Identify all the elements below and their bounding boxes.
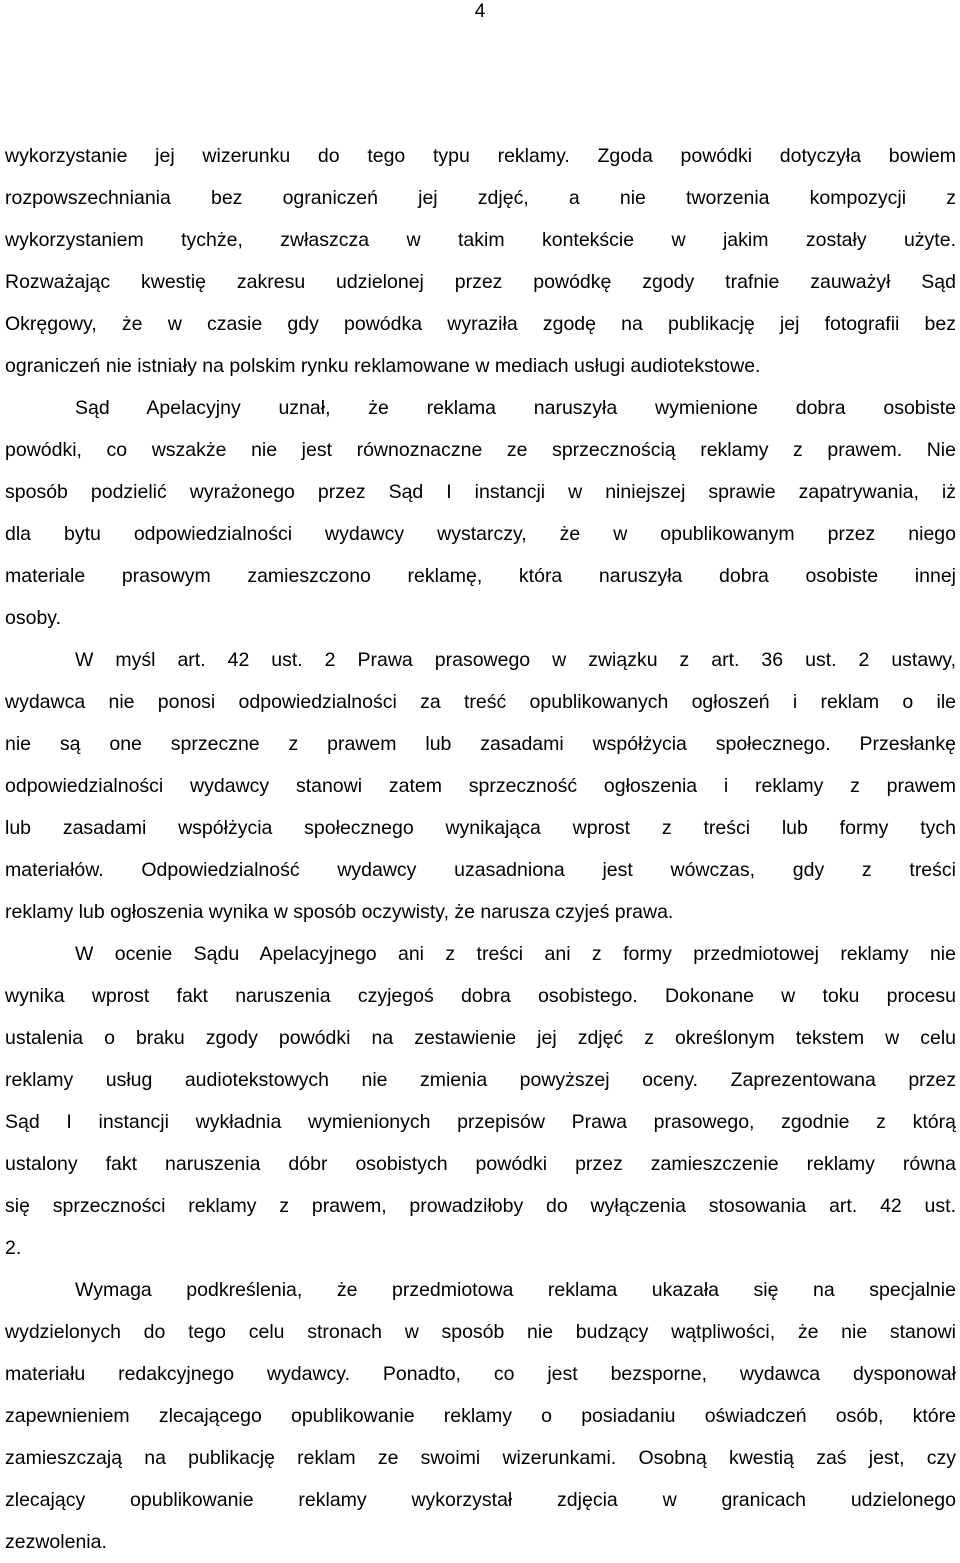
text-line: materiału redakcyjnego wydawcy. Ponadto, co jest bezsporne, wydawca dysponował <box>5 1363 956 1385</box>
text-line: Okręgowy, że w czasie gdy powódka wyraziła zgodę na publikację jej fotografii bez <box>5 313 956 335</box>
text-line: reklamy lub ogłoszenia wynika w sposób oczywisty, że narusza czyjeś prawa. <box>5 901 674 923</box>
text-line: sposób podzielić wyrażonego przez Sąd I instancji w niniejszej sprawie zapatrywania, iż <box>5 481 956 503</box>
text-line: materiałów. Odpowiedzialność wydawcy uzasadniona jest wówczas, gdy z treści <box>5 859 956 881</box>
text-line: Wymaga podkreślenia, że przedmiotowa reklama ukazała się na specjalnie <box>75 1279 956 1301</box>
text-line: powódki, co wszakże nie jest równoznaczne ze sprzecznością reklamy z prawem. Nie <box>5 439 956 461</box>
text-line: odpowiedzialności wydawcy stanowi zatem sprzeczność ogłoszenia i reklamy z prawem <box>5 775 956 797</box>
text-line: wykorzystaniem tychże, zwłaszcza w takim kontekście w jakim zostały użyte. <box>5 229 956 251</box>
text-line: rozpowszechniania bez ograniczeń jej zdjęć, a nie tworzenia kompozycji z <box>5 187 956 209</box>
text-line: Rozważając kwestię zakresu udzielonej przez powódkę zgody trafnie zauważył Sąd <box>5 271 956 293</box>
text-line: osoby. <box>5 607 62 629</box>
text-line: wydzielonych do tego celu stronach w sposób nie budzący wątpliwości, że nie stanowi <box>5 1321 956 1343</box>
text-line: Sąd I instancji wykładnia wymienionych przepisów Prawa prasowego, zgodnie z którą <box>5 1111 956 1133</box>
text-line: ustalenia o braku zgody powódki na zestawienie jej zdjęć z określonym tekstem w celu <box>5 1027 956 1049</box>
text-line: się sprzeczności reklamy z prawem, prowadziłoby do wyłączenia stosowania art. 42 ust. <box>5 1195 956 1217</box>
text-line: nie są one sprzeczne z prawem lub zasadami współżycia społecznego. Przesłankę <box>5 733 956 755</box>
text-line: dla bytu odpowiedzialności wydawcy wystarczy, że w opublikowanym przez niego <box>5 523 956 545</box>
text-line: ustalony fakt naruszenia dóbr osobistych powódki przez zamieszczenie reklamy równa <box>5 1153 956 1175</box>
paragraph <box>5 639 956 933</box>
paragraph <box>5 135 956 387</box>
text-line: W ocenie Sądu Apelacyjnego ani z treści ani z formy przedmiotowej reklamy nie <box>75 943 956 965</box>
text-line: zapewnieniem zlecającego opublikowanie reklamy o posiadaniu oświadczeń osób, które <box>5 1405 956 1427</box>
paragraph <box>5 387 956 639</box>
text-line: 2. <box>5 1237 22 1259</box>
text-line: ograniczeń nie istniały na polskim rynku reklamowane w mediach usługi audiotekstowe. <box>5 355 761 377</box>
paragraph <box>5 1269 956 1563</box>
document-body <box>5 135 956 1563</box>
paragraph <box>5 933 956 1269</box>
text-line: wynika wprost fakt naruszenia czyjegoś dobra osobistego. Dokonane w toku procesu <box>5 985 956 1007</box>
text-line: zamieszczają na publikację reklam ze swoimi wizerunkami. Osobną kwestią zaś jest, czy <box>5 1447 956 1469</box>
text-line: reklamy usług audiotekstowych nie zmienia powyższej oceny. Zaprezentowana przez <box>5 1069 956 1091</box>
text-line: materiale prasowym zamieszczono reklamę, która naruszyła dobra osobiste innej <box>5 565 956 587</box>
text-line: zlecający opublikowanie reklamy wykorzystał zdjęcia w granicach udzielonego <box>5 1489 956 1511</box>
text-line: wykorzystanie jej wizerunku do tego typu reklamy. Zgoda powódki dotyczyła bowiem <box>5 145 956 167</box>
text-line: wydawca nie ponosi odpowiedzialności za treść opublikowanych ogłoszeń i reklam o ile <box>5 691 956 713</box>
text-line: zezwolenia. <box>5 1531 107 1553</box>
text-line: lub zasadami współżycia społecznego wynikająca wprost z treści lub formy tych <box>5 817 956 839</box>
page-number: 4 <box>474 1 486 22</box>
text-line: W myśl art. 42 ust. 2 Prawa prasowego w związku z art. 36 ust. 2 ustawy, <box>75 649 956 671</box>
text-line: Sąd Apelacyjny uznał, że reklama naruszyła wymienione dobra osobiste <box>75 397 956 419</box>
